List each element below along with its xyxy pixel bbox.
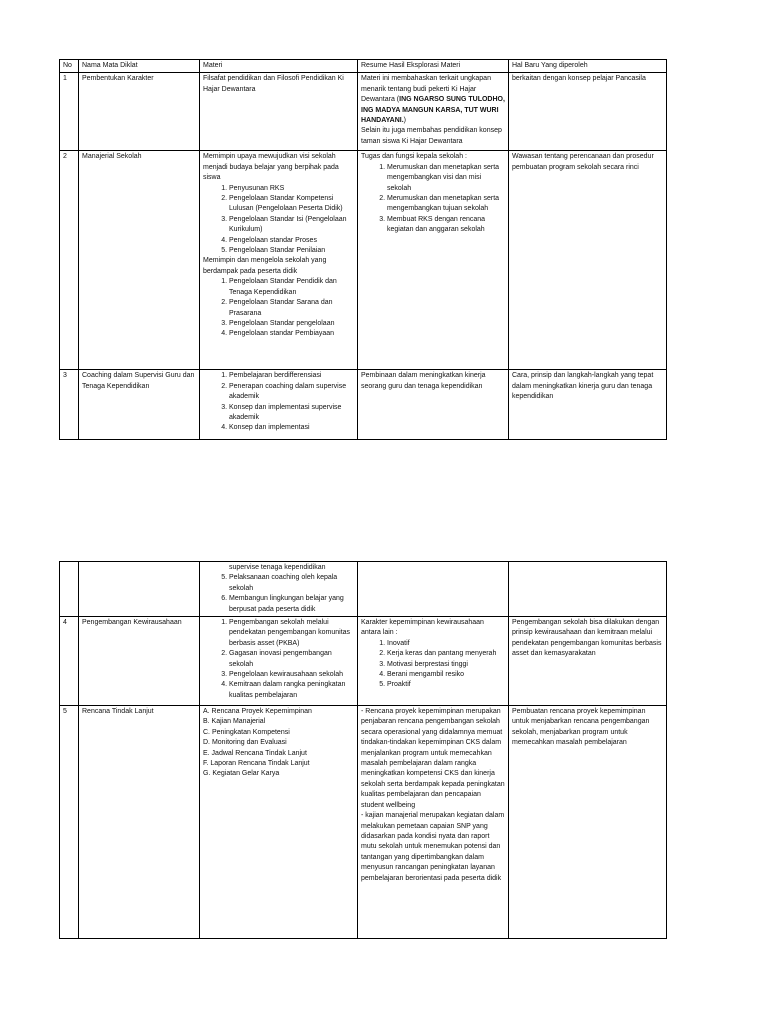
cell-hal-baru: Pengembangan sekolah bisa dilakukan dengan prinsip kewirausahaan dan kemitraan melalui pendekatan pengembangan komunitas berbasis asset dan kemasyarakatan — [509, 617, 667, 706]
cell-no: 5 — [60, 706, 79, 939]
cell-resume — [358, 562, 509, 617]
list-item: 3. Konsep dan implementasi supervise akademik — [229, 403, 354, 424]
cell-resume — [358, 151, 509, 370]
cell-materi — [200, 370, 358, 440]
materi-intro: Memimpin upaya mewujudkan visi sekolah menjadi budaya belajar yang berpihak pada siswa — [203, 153, 339, 182]
materi-list — [203, 277, 354, 339]
cell-nama: Manajerial Sekolah — [79, 151, 200, 370]
list-item: 1. Pengembangan sekolah melalui pendekatan pengembangan komunitas berbasis asset (PKBA) — [229, 618, 354, 649]
list-item: 1. Pengelolaan Standar Pendidik dan Tenaga Kependidikan — [229, 277, 354, 298]
resume-text: Materi ini membahaskan terkait ungkapan menarik tentang budi pekerti Ki Hajar Dewantara ( — [361, 75, 491, 104]
list-item: 3. Pengelolaan kewirausahaan sekolah — [229, 670, 354, 680]
materi-list — [203, 618, 354, 701]
list-item: 3. Pengelolaan Standar Isi (Pengelolaan Kurikulum) — [229, 215, 354, 236]
header-nama: Nama Mata Diklat — [79, 60, 200, 73]
list-item: 3. Membuat RKS dengan rencana kegiatan dan anggaran sekolah — [387, 215, 505, 236]
cell-nama: Rencana Tindak Lanjut — [79, 706, 200, 939]
cell-nama — [79, 562, 200, 617]
list-item: D. Monitoring dan Evaluasi — [203, 739, 287, 747]
resume-intro: Tugas dan fungsi kepala sekolah : — [361, 153, 467, 161]
list-item: 5. Pengelolaan Standar Penilaian — [229, 246, 354, 256]
list-item: G. Kegiatan Gelar Karya — [203, 770, 280, 778]
list-item: 4. Berani mengambil resiko — [387, 670, 505, 680]
list-item: 1. Merumuskan dan menetapkan serta mengembangkan visi dan misi sekolah — [387, 163, 505, 194]
list-item: E. Jadwal Rencana Tindak Lanjut — [203, 749, 307, 757]
cell-hal-baru: Pembuatan rencana proyek kepemimpinan untuk menjabarkan rencana pengembangan sekolah, menjabarkan program untuk memecahkan masalah pembelajaran — [509, 706, 667, 939]
table-row — [60, 151, 667, 370]
cell-resume: Pembinaan dalam meningkatkan kinerja seorang guru dan tenaga kependidikan — [358, 370, 509, 440]
list-item: 4. Pengelolaan standar Proses — [229, 236, 354, 246]
table-row — [60, 370, 667, 440]
header-no: No — [60, 60, 79, 73]
list-item: 5. Proaktif — [387, 680, 505, 690]
cell-materi — [200, 706, 358, 939]
list-item: C. Peningkatan Kompetensi — [203, 728, 290, 736]
cell-nama: Pembentukan Karakter — [79, 73, 200, 151]
cell-hal-baru — [509, 562, 667, 617]
cell-resume: Materi ini membahaskan terkait ungkapan menarik tentang budi pekerti Ki Hajar Dewantara (ING NGARSO SUNG TULODHO, ING MADYA MANGUN KARSA, TUT WURI HANDAYANI.) Selain itu juga membahas pendidikan konsep taman siswa Ki Hajar Dewantara — [358, 73, 509, 151]
cell-nama: Pengembangan Kewirausahaan — [79, 617, 200, 706]
list-item: 4. Konsep dan implementasi — [229, 423, 354, 433]
resume-list — [361, 639, 505, 691]
resume-text: Selain itu juga membahas pendidikan konsep taman siswa Ki Hajar Dewantara — [361, 127, 502, 145]
materi-list — [203, 184, 354, 257]
table-page-1 — [59, 59, 667, 440]
cell-no — [60, 562, 79, 617]
cell-materi — [200, 617, 358, 706]
cell-no: 1 — [60, 73, 79, 151]
cell-nama: Coaching dalam Supervisi Guru dan Tenaga Kependidikan — [79, 370, 200, 440]
cell-hal-baru: Cara, prinsip dan langkah-langkah yang tepat dalam meningkatkan kinerja guru dan tenaga kependidikan — [509, 370, 667, 440]
table-header-row — [60, 60, 667, 73]
materi-list — [203, 371, 354, 433]
list-item: 1. Pembelajaran berdifferensiasi — [229, 371, 354, 381]
list-item: 1. Penyusunan RKS — [229, 184, 354, 194]
cell-resume — [358, 617, 509, 706]
list-item: A. Rencana Proyek Kepemimpinan — [203, 708, 312, 716]
list-item: 2. Kerja keras dan pantang menyerah — [387, 649, 505, 659]
cell-materi — [200, 151, 358, 370]
list-item: 3. Motivasi berprestasi tinggi — [387, 660, 505, 670]
table-page-2 — [59, 561, 667, 939]
header-resume: Resume Hasil Eksplorasi Materi — [358, 60, 509, 73]
list-item: 4. Pengelolaan standar Pembiayaan — [229, 329, 354, 339]
table-row — [60, 562, 667, 617]
list-item: 2. Pengelolaan Standar Sarana dan Prasarana — [229, 298, 354, 319]
cell-no: 4 — [60, 617, 79, 706]
resume-list — [361, 163, 505, 236]
cell-materi: Filsafat pendidikan dan Filosofi Pendidikan Ki Hajar Dewantara — [200, 73, 358, 151]
cell-no: 2 — [60, 151, 79, 370]
table-row — [60, 617, 667, 706]
list-item: F. Laporan Rencana Tindak Lanjut — [203, 760, 310, 768]
cell-hal-baru: Wawasan tentang perencanaan dan prosedur pembuatan program sekolah secara rinci — [509, 151, 667, 370]
list-item: - Rencana proyek kepemimpinan merupakan penjabaran rencana pengembangan sekolah secara operasional yang didalamnya memuat tindakan-tindakan kepemimpinan CKS dalam menjalankan program untuk memecahkan masalah pembelajaran dalam rangka meningkatkan kompetensi CKS dan kinerja sekolah serta berdampak kepada peningkatan kualitas pembelajaran dan pencapaian student wellbeing — [361, 708, 505, 809]
list-item: 6. Membangun lingkungan belajar yang berpusat pada peserta didik — [229, 594, 354, 615]
header-materi: Materi — [200, 60, 358, 73]
materi-carry: supervise tenaga kependidikan — [229, 564, 326, 571]
list-item: - kajian manajerial merupakan kegiatan dalam melakukan pemetaan capaian SNP yang didasarkan pada kondisi nyata dan raport mutu sekolah untuk menemukan potensi dan tantangan yang dipertimbangkan dalam menyusun rancangan peningkatan layanan pembelajaran berorientasi pada peserta didik — [361, 812, 505, 882]
list-item: 2. Penerapan coaching dalam supervise akademik — [229, 382, 354, 403]
list-item: 4. Kemitraan dalam rangka peningkatan kualitas pembelajaran — [229, 680, 354, 701]
list-item: 2. Pengelolaan Standar Kompetensi Lulusan (Pengelolaan Peserta Didik) — [229, 194, 354, 215]
cell-hal-baru: berkaitan dengan konsep pelajar Pancasila — [509, 73, 667, 151]
table-row — [60, 706, 667, 939]
materi-list — [203, 573, 354, 615]
header-hal-baru: Hal Baru Yang diperoleh — [509, 60, 667, 73]
cell-no: 3 — [60, 370, 79, 440]
cell-materi — [200, 562, 358, 617]
resume-intro: Karakter kepemimpinan kewirausahaan antara lain : — [361, 619, 484, 637]
table-row — [60, 73, 667, 151]
resume-bold-text: ING NGARSO SUNG TULODHO, ING MADYA MANGUN KARSA, TUT WURI HANDAYANI. — [361, 96, 505, 125]
list-item: 2. Gagasan inovasi pengembangan sekolah — [229, 649, 354, 670]
list-item: B. Kajian Manajerial — [203, 718, 266, 726]
list-item: 1. Inovatif — [387, 639, 505, 649]
list-item: 3. Pengelolaan Standar pengelolaan — [229, 319, 354, 329]
list-item: 5. Pelaksanaan coaching oleh kepala sekolah — [229, 573, 354, 594]
materi-mid: Memimpin dan mengelola sekolah yang berdampak pada peserta didik — [203, 257, 327, 275]
list-item: 2. Merumuskan dan menetapkan serta mengembangkan tujuan sekolah — [387, 194, 505, 215]
cell-resume — [358, 706, 509, 939]
